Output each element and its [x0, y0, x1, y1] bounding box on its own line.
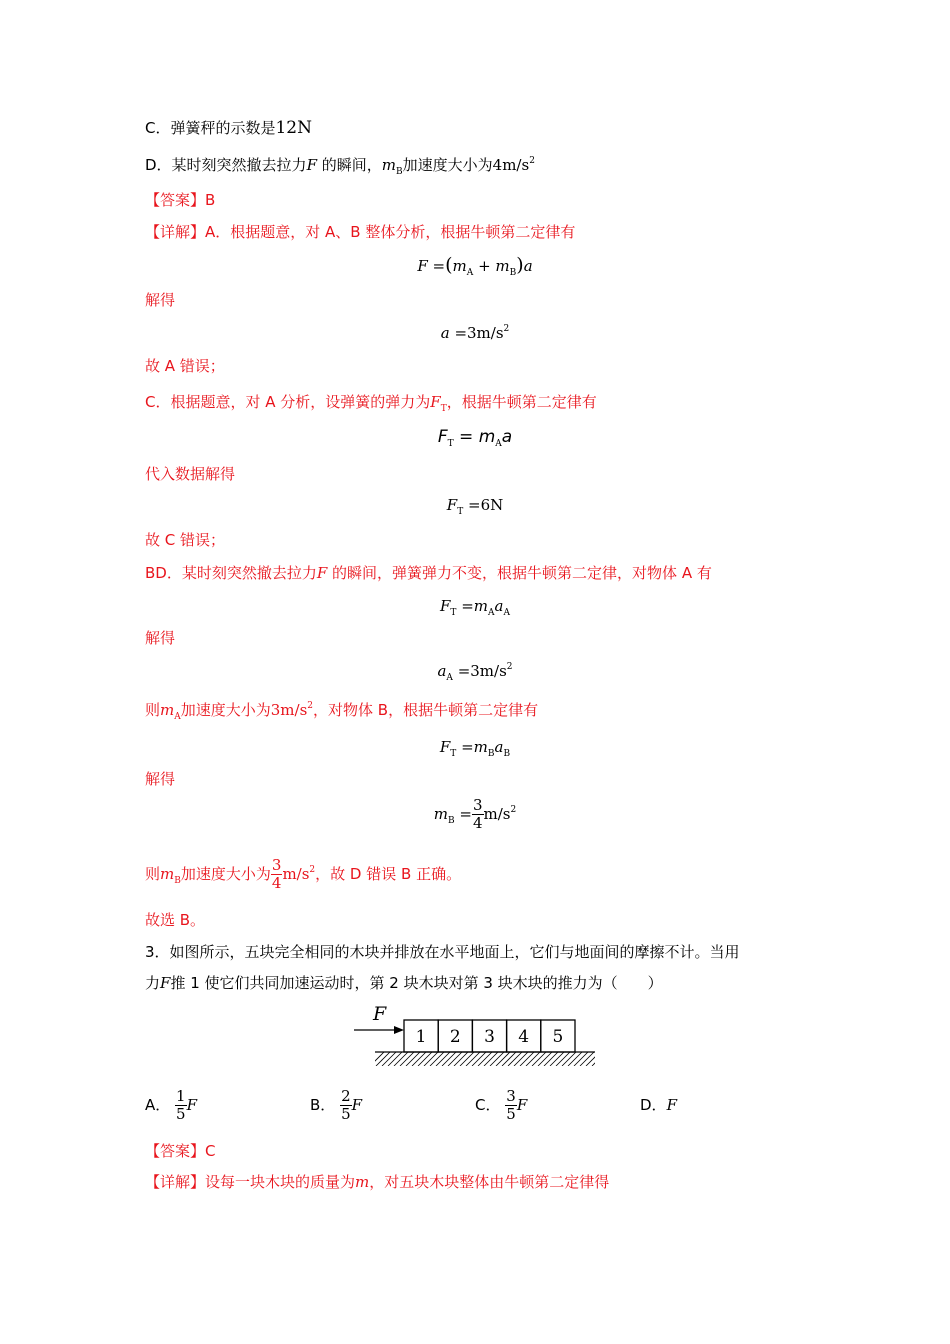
detail2-text-a: 【详解】设每一块木块的质量为	[145, 1173, 356, 1191]
option-b-num: 2	[341, 1087, 351, 1105]
option-d-force: F	[306, 156, 317, 174]
answer-1: 【答案】B	[145, 191, 216, 209]
ze1-m-sub: A	[174, 712, 181, 722]
jiede-1: 解得	[145, 291, 176, 309]
eq1-a: a	[523, 257, 533, 275]
daiyu: 代入数据解得	[145, 465, 236, 483]
option-c-q3	[475, 1088, 527, 1123]
hatch-line	[448, 1052, 462, 1066]
ze1-text-a: 则	[145, 701, 161, 719]
option-b-den: 5	[341, 1105, 351, 1123]
option-c	[145, 118, 312, 138]
eq8-num: 3	[472, 796, 483, 814]
hatch-line	[544, 1052, 558, 1066]
equation-5	[0, 596, 950, 619]
q3-line-1: 3．如图所示，五块完全相同的木块并排放在水平地面上，它们与地面间的摩擦不计。当用	[145, 943, 740, 961]
eq7-a-sub: B	[503, 749, 511, 759]
hatch-line	[604, 1052, 610, 1066]
hatch-line	[472, 1052, 486, 1066]
block-label-3: 3	[484, 1027, 495, 1047]
hatch-line	[406, 1052, 420, 1066]
option-d-text-c: 加速度大小为	[402, 156, 493, 174]
bd-intro	[145, 563, 712, 583]
eq2-value: 3m/s	[467, 324, 504, 342]
eq1-mA: m	[452, 257, 467, 275]
hatch-line	[592, 1052, 606, 1066]
equation-2	[0, 323, 950, 346]
ze2-m: m	[160, 865, 175, 883]
eq2-sup: 2	[503, 324, 510, 334]
hatch-line	[412, 1052, 426, 1066]
eq8-m: m	[433, 805, 448, 823]
hatch-line	[484, 1052, 498, 1066]
eq8-unit: m/s	[483, 805, 511, 823]
eq6-a-sub: A	[446, 673, 453, 683]
eq8-equals: =	[459, 805, 472, 823]
hatch-line	[376, 1052, 390, 1066]
jiede-3: 解得	[145, 770, 176, 788]
blocks-group	[404, 1020, 575, 1052]
option-a-label: A．	[145, 1096, 171, 1114]
eq7-m-sub: B	[487, 749, 495, 759]
hatch-line	[586, 1052, 600, 1066]
ze1-text-c: ，对物体 B，根据牛顿第二定律有	[313, 701, 539, 719]
option-b-fraction	[340, 1088, 352, 1123]
eq5-equals: =	[461, 597, 474, 615]
option-b-label: B．	[310, 1096, 336, 1114]
hatch-line	[490, 1052, 504, 1066]
eq3-a: a	[501, 427, 513, 447]
option-d-value: 4m/s	[492, 156, 530, 174]
ground-hatch	[370, 1052, 610, 1066]
hatch-line	[502, 1052, 516, 1066]
option-c-q3-fraction	[505, 1088, 517, 1123]
equation-7	[0, 737, 950, 760]
eq1-paren-l: (	[445, 254, 453, 276]
equation-3	[0, 427, 950, 450]
hatch-line	[388, 1052, 402, 1066]
option-a-F: F	[186, 1096, 198, 1114]
eq5-F-sub: T	[450, 608, 457, 618]
q3-F: F	[160, 974, 171, 992]
eq6-a: a	[437, 662, 447, 680]
eq7-m: m	[473, 738, 488, 756]
equation-8	[0, 797, 950, 841]
eq8-fraction	[472, 797, 484, 832]
ze2-den: 4	[271, 874, 282, 892]
c-intro-F-sub: T	[440, 404, 447, 414]
hatch-line	[568, 1052, 582, 1066]
option-a-fraction	[175, 1088, 187, 1123]
eq5-F: F	[440, 597, 451, 615]
jiede-2: 解得	[145, 629, 176, 647]
c-intro-F: F	[430, 393, 441, 411]
option-c-value: 12N	[275, 118, 312, 138]
block-label-2: 2	[449, 1027, 461, 1047]
option-d-text-a: D．某时刻突然撤去拉力	[145, 156, 307, 174]
force-arrow-head	[394, 1026, 404, 1034]
hatch-line	[508, 1052, 522, 1066]
hatch-line	[424, 1052, 438, 1066]
eq5-a-sub: A	[503, 608, 510, 618]
hatch-line	[460, 1052, 474, 1066]
option-d-mass: m	[381, 156, 397, 174]
eq3-m: m	[478, 427, 496, 447]
option-b	[310, 1088, 362, 1123]
hatch-line	[538, 1052, 552, 1066]
q3-line-2	[145, 973, 663, 993]
hatch-line	[532, 1052, 546, 1066]
ze2-sup: 2	[309, 865, 316, 875]
option-a	[145, 1088, 197, 1123]
eq1-equals: =	[432, 257, 446, 275]
ze1-sup: 2	[307, 701, 314, 711]
bd-intro-text-b: 的瞬间，弹簧弹力不变，根据牛顿第二定律，对物体 A 有	[332, 564, 712, 582]
ze1-text-b: 加速度大小为	[180, 701, 271, 719]
ze2-fraction	[271, 857, 283, 892]
eq4-equals: =	[467, 496, 481, 514]
option-a-den: 5	[176, 1105, 186, 1123]
hatch-line	[436, 1052, 450, 1066]
option-d-text-b: 的瞬间，	[321, 156, 382, 174]
eq2-a: a	[440, 324, 450, 342]
answer-2: 【答案】C	[145, 1142, 216, 1160]
block-label-1: 1	[415, 1027, 427, 1047]
eq5-a: a	[494, 597, 504, 615]
eq1-mB-sub: B	[509, 268, 517, 278]
hatch-line	[520, 1052, 534, 1066]
eq6-sup: 2	[506, 662, 513, 672]
detail-2	[145, 1172, 609, 1192]
equation-4	[0, 495, 950, 518]
ze-2	[145, 853, 461, 898]
eq7-F: F	[439, 738, 451, 756]
option-c-q3-num: 3	[506, 1087, 516, 1105]
eq4-F: F	[446, 496, 458, 514]
eq1-F: F	[417, 257, 428, 275]
option-c-q3-label: C．	[475, 1096, 501, 1114]
eq8-sup: 2	[510, 805, 517, 815]
c-wrong: 故 C 错误；	[145, 531, 226, 549]
option-c-q3-F: F	[516, 1096, 528, 1114]
block-label-5: 5	[552, 1027, 564, 1047]
hatch-line	[394, 1052, 408, 1066]
eq5-m: m	[473, 597, 489, 615]
bd-intro-F: F	[316, 564, 328, 582]
eq6-equals: =	[457, 662, 471, 680]
hatch-line	[550, 1052, 564, 1066]
eq5-m-sub: A	[488, 608, 495, 618]
eq7-F-sub: T	[450, 749, 457, 759]
eq8-m-sub: B	[447, 816, 455, 826]
eq3-F: F	[437, 427, 448, 447]
hatch-line	[370, 1052, 384, 1066]
eq8-den: 4	[472, 814, 483, 832]
ze1-value: 3m/s	[270, 701, 308, 719]
hatch-line	[556, 1052, 570, 1066]
option-d-q3	[640, 1095, 677, 1115]
hatch-line	[442, 1052, 456, 1066]
eq7-a: a	[494, 738, 504, 756]
hatch-line	[466, 1052, 480, 1066]
hatch-line	[526, 1052, 540, 1066]
equation-1	[0, 255, 950, 279]
eq1-mA-sub: A	[466, 268, 474, 278]
eq6-value: 3m/s	[470, 662, 507, 680]
option-b-F: F	[351, 1096, 363, 1114]
option-d-mass-sub: B	[396, 167, 403, 177]
eq1-paren-r: )	[516, 254, 524, 276]
eq1-plus: +	[478, 257, 491, 275]
ze-1	[145, 700, 538, 723]
hatch-line	[598, 1052, 610, 1066]
q3-line2-text-a: 力	[145, 974, 161, 992]
bd-intro-text-a: BD．某时刻突然撤去拉力	[145, 564, 317, 582]
option-d-sup: 2	[529, 156, 535, 166]
hatch-line	[430, 1052, 444, 1066]
hatch-line	[580, 1052, 594, 1066]
detail2-text-b: ，对五块木块整体由牛顿第二定律得	[369, 1173, 610, 1191]
a-wrong: 故 A 错误；	[145, 357, 225, 375]
detail-1: 【详解】A．根据题意，对 A、B 整体分析，根据牛顿第二定律有	[145, 223, 576, 241]
option-c-q3-den: 5	[506, 1105, 516, 1123]
guxuan: 故选 B。	[145, 911, 206, 929]
block-label-4: 4	[518, 1027, 530, 1047]
hatch-line	[478, 1052, 492, 1066]
hatch-line	[574, 1052, 588, 1066]
eq3-m-sub: A	[495, 439, 502, 449]
ze2-text-b: 加速度大小为	[180, 865, 271, 883]
hatch-line	[418, 1052, 432, 1066]
option-d	[145, 155, 535, 178]
hatch-line	[562, 1052, 576, 1066]
c-intro	[145, 392, 597, 415]
hatch-line	[454, 1052, 468, 1066]
hatch-line	[400, 1052, 414, 1066]
c-intro-text: C．根据题意，对 A 分析，设弹簧的弹力为	[145, 393, 431, 411]
eq1-mB: m	[495, 257, 510, 275]
q3-line2-text-b: 推 1 使它们共同加速运动时，第 2 块木块对第 3 块木块的推力为（ ）	[170, 974, 663, 992]
option-c-text: C．弹簧秤的示数是	[145, 119, 276, 137]
eq3-F-sub: T	[447, 439, 454, 449]
hatch-line	[382, 1052, 396, 1066]
eq4-F-sub: T	[457, 507, 464, 517]
ze2-m-sub: B	[174, 876, 181, 886]
ze2-text-c: ，故 D 错误 B 正确。	[315, 865, 462, 883]
option-a-num: 1	[176, 1087, 186, 1105]
option-d-q3-label: D．	[640, 1096, 667, 1114]
eq4-value: 6N	[480, 496, 504, 514]
eq7-equals: =	[461, 738, 474, 756]
ze2-num: 3	[271, 856, 282, 874]
c-intro-text-b: ，根据牛顿第二定律有	[446, 393, 597, 411]
detail2-m: m	[355, 1173, 370, 1191]
option-d-q3-F: F	[666, 1096, 677, 1114]
ze2-unit: m/s	[282, 865, 310, 883]
hatch-line	[496, 1052, 510, 1066]
blocks-figure	[340, 1000, 610, 1075]
ze1-m: m	[160, 701, 175, 719]
eq3-equals: =	[459, 427, 474, 447]
figure-force-label: F	[373, 1003, 387, 1025]
eq2-equals: =	[454, 324, 468, 342]
ze2-text-a: 则	[145, 865, 161, 883]
hatch-line	[514, 1052, 528, 1066]
equation-6	[0, 661, 950, 684]
